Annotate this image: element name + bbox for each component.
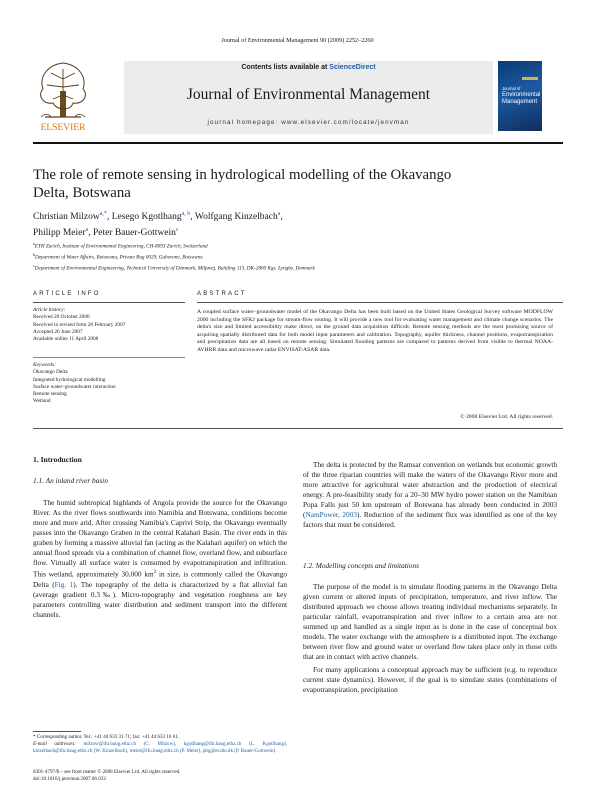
subsection-heading: 1.2. Modelling concepts and limitations bbox=[303, 561, 419, 570]
keywords-label: Keywords: bbox=[33, 362, 56, 368]
keyword: Okavango Delta bbox=[33, 369, 68, 376]
body-paragraph: The humid subtropical highlands of Angola provide the source for the Okavango River. As the river flows southwards into Namibia and Botswana, conditions become more and more arid. After crossing Namibia's Caprivi Strip, the Okavango eventually passes into the Okavango Graben in the central Kalahari Basin. The river ends in this graben by forming a massive alluvial fan (acting as the Kalahari aquifer) on which the annual flood spreads via a combination of channel flow, overland flow, and subsurface flow. Virtually all surface water is consumed by evapotranspiration and infiltration. This wetland, approximately 30,000 $km^2$ in size, is commonly called the Okavango Delta (Fig. 1). The topography of the delta is characterized by a flat alluvial fan (average gradient 0.3‰). Micro-topography and vegetation roughness are key parameters controlling water distribution and sediment transport into the different channels. bbox=[33, 498, 287, 619]
issn-line: 0301-4797/$ – see front matter © 2008 Elsevier Ltd. All rights reserved. bbox=[33, 769, 181, 775]
subsection-heading: 1.1. An inland river basin bbox=[33, 476, 108, 485]
publisher-name: ELSEVIER bbox=[40, 123, 86, 133]
body-paragraph: For many applications a conceptual approach may be sufficient (e.g. to reproduce current state dynamics). However, if the goal is to simulate states (combinations of evapotranspiration, precipitation bbox=[303, 665, 557, 695]
front-matter bbox=[33, 769, 287, 783]
running-head: Journal of Environmental Management 90 (2009) 2252–2260 bbox=[221, 37, 374, 44]
elsevier-logo[interactable] bbox=[33, 57, 93, 139]
article-info-heading: ARTICLE INFO bbox=[33, 291, 101, 297]
author-name: Christian Milzow bbox=[33, 212, 100, 223]
cover-title-line-3: Management bbox=[502, 99, 538, 105]
history-item: Received 20 October 2006 bbox=[33, 314, 90, 321]
article-title: The role of remote sensing in hydrological modelling of the Okavango Delta, Botswana bbox=[33, 167, 452, 201]
keyword: Remote sensing bbox=[33, 391, 67, 398]
author-affiliation-marker[interactable]: a bbox=[277, 211, 281, 217]
doi-line[interactable]: doi:10.1016/j.jenvman.2007.06.032 bbox=[33, 776, 106, 782]
author-list: Christian Milzow$^{a,*}$, Lesego Kgotlhang$^{a, b}$, Wolfgang Kinzelbach$^a$, Philipp Meier$^a$, Peter Bauer-Gottwein$^c$ bbox=[33, 211, 283, 238]
journal-name: Journal of Environmental Management bbox=[186, 86, 431, 103]
affiliation-list bbox=[33, 240, 573, 273]
article-history bbox=[33, 307, 185, 343]
keywords bbox=[33, 362, 185, 406]
author-affiliation-marker[interactable]: a, b bbox=[181, 211, 191, 217]
history-label: Article history: bbox=[33, 307, 66, 313]
affiliation: $^b$Department of Water Affairs, Botswana, Private Bag 0029, Gaborone, Botswana bbox=[33, 252, 203, 261]
email-addresses: E-mail addresses: milzow@ifu.baug.ethz.ch (C. Milzow), kgotlhang@ifu.baug.ethz.ch (L. Kgotlhang), kinzelbach@ifu.baug.ethz.ch (W. Kinzelbach), meier@ifu.baug.ethz.ch (P. Meier), pbg@er.dtu.dk (P. Bauer-Gottwein). bbox=[33, 741, 287, 754]
body-text-block bbox=[303, 582, 557, 696]
footnote bbox=[33, 734, 287, 755]
contents-line: Contents lists available at ScienceDirect bbox=[241, 64, 376, 71]
abstract-rule-bottom bbox=[33, 428, 563, 429]
masthead-rule bbox=[33, 142, 563, 144]
cover-title-line-1: Journal of bbox=[502, 86, 521, 91]
history-item: Accepted 26 June 2007 bbox=[33, 328, 83, 335]
abstract-rule-top bbox=[197, 302, 563, 303]
author-name: Wolfgang Kinzelbach bbox=[194, 212, 278, 223]
email-links[interactable]: milzow@ifu.baug.ethz.ch (C. Milzow), kgotlhang@ifu.baug.ethz.ch (L. Kgotlhang), kinzelbach@ifu.baug.ethz.ch (W. Kinzelbach), meier@ifu.baug.ethz.ch (P. Meier), pbg@er.dtu.dk (P. Bauer-Gottwein). bbox=[33, 741, 287, 754]
abstract-heading: ABSTRACT bbox=[197, 291, 247, 297]
figure-reference-link[interactable]: Fig. 1 bbox=[54, 579, 74, 589]
section-heading: 1. Introduction bbox=[33, 455, 82, 464]
journal-masthead bbox=[33, 57, 563, 139]
corresponding-author-note: * Corresponding author. Tel.: +41 44 633 31 71; fax: +41 44 633 10 61. bbox=[33, 734, 180, 740]
journal-homepage: journal homepage: www.elsevier.com/locate/jenvman bbox=[207, 119, 410, 126]
homepage-url[interactable]: www.elsevier.com/locate/jenvman bbox=[281, 119, 410, 126]
author-affiliation-marker[interactable]: c bbox=[175, 226, 179, 233]
author-name: Lesego Kgotlhang bbox=[111, 212, 182, 223]
keyword: Wetland bbox=[33, 398, 51, 405]
author-affiliation-marker[interactable]: a,* bbox=[99, 211, 107, 217]
author-name: Peter Bauer-Gottwein bbox=[92, 227, 176, 238]
keyword: Integrated hydrological modelling bbox=[33, 376, 106, 383]
journal-banner bbox=[124, 61, 493, 134]
cover-title-line-2: Environmental bbox=[502, 92, 541, 98]
history-item: Available online 11 April 2008 bbox=[33, 336, 99, 343]
abstract-copyright: © 2008 Elsevier Ltd. All rights reserved. bbox=[460, 414, 553, 420]
body-paragraph: The delta is protected by the Ramsar convention on wetlands but economic growth of the three riparian countries will make the waters of the Okavango River more and more attractive for agricultural water abstraction and the production of electrical energy. A pre-feasibility study for a 20–30 MW hydro power station on the Namibian Popa Falls just 50 km upstream of Botswana has already been conducted in 2003 (NamPower, 2003). Reduction of the sediment flux was identified as one of the key factors that must be considered. bbox=[303, 460, 557, 530]
affiliation: $^c$Department of Environmental Engineering, Technical University of Denmark, Miljøvej, Building 113, DK-2800 Kgs. Lyngby, Denmark bbox=[33, 263, 315, 272]
sciencedirect-link[interactable]: ScienceDirect bbox=[329, 64, 376, 71]
citation-link[interactable]: NamPower, 2003 bbox=[305, 510, 357, 520]
elsevier-tree-icon bbox=[33, 57, 93, 139]
affiliation: $^a$ETH Zurich, Institute of Environmental Engineering, CH-8093 Zurich, Switzerland bbox=[33, 241, 208, 250]
body-paragraph: The purpose of the model is to simulate flooding patterns in the Okavango Delta given current or altered inputs of precipitation, temperature, and river inflow. The distributed approach we choose allows treating individual mechanisms separately. In particular rainfall, evapotranspiration and river inflow to a certain area are not summed up and handled as a single input as is done in the case of conceptual box models. The water exchange with the atmosphere is a distributed input. The exchange between river flow and ground water or overland flow takes place only in those cells that are in contact with active channels. bbox=[303, 582, 557, 662]
author-affiliation-marker[interactable]: a bbox=[85, 226, 89, 233]
keyword: Surface water–groundwater interaction bbox=[33, 383, 116, 390]
keywords-divider bbox=[33, 357, 185, 358]
journal-cover-thumbnail bbox=[498, 61, 542, 131]
article-info-rule bbox=[33, 302, 185, 303]
footnote-rule bbox=[33, 731, 81, 732]
history-item: Received in revised form 28 February 2007 bbox=[33, 321, 126, 328]
cover-accent-bar bbox=[522, 77, 538, 80]
author-name: Philipp Meier bbox=[33, 227, 86, 238]
abstract-text: A coupled surface water–groundwater model of the Okavango Delta has been built based on the United States Geological Survey software MODFLOW 2000 including the SFR2 package for stream-flow routing. It will provide a new tool for evaluating water management and climate change scenarios. The delta's size and limited accessibility make direct, on the ground data acquisition difficult. Remote sensing methods are the most promising source of acquiring spatially distributed data for both model input parameters and calibration. Topography, aquifer thickness, channel positions, evapotranspiration and precipitation data are all based on remote sensing. Simulated flooding patterns are compared to patterns derived from visible to thermal NOAA-AVHRR data and microwave radar ENVISAT-ASAR data. bbox=[197, 309, 553, 353]
cover-title bbox=[502, 85, 542, 106]
